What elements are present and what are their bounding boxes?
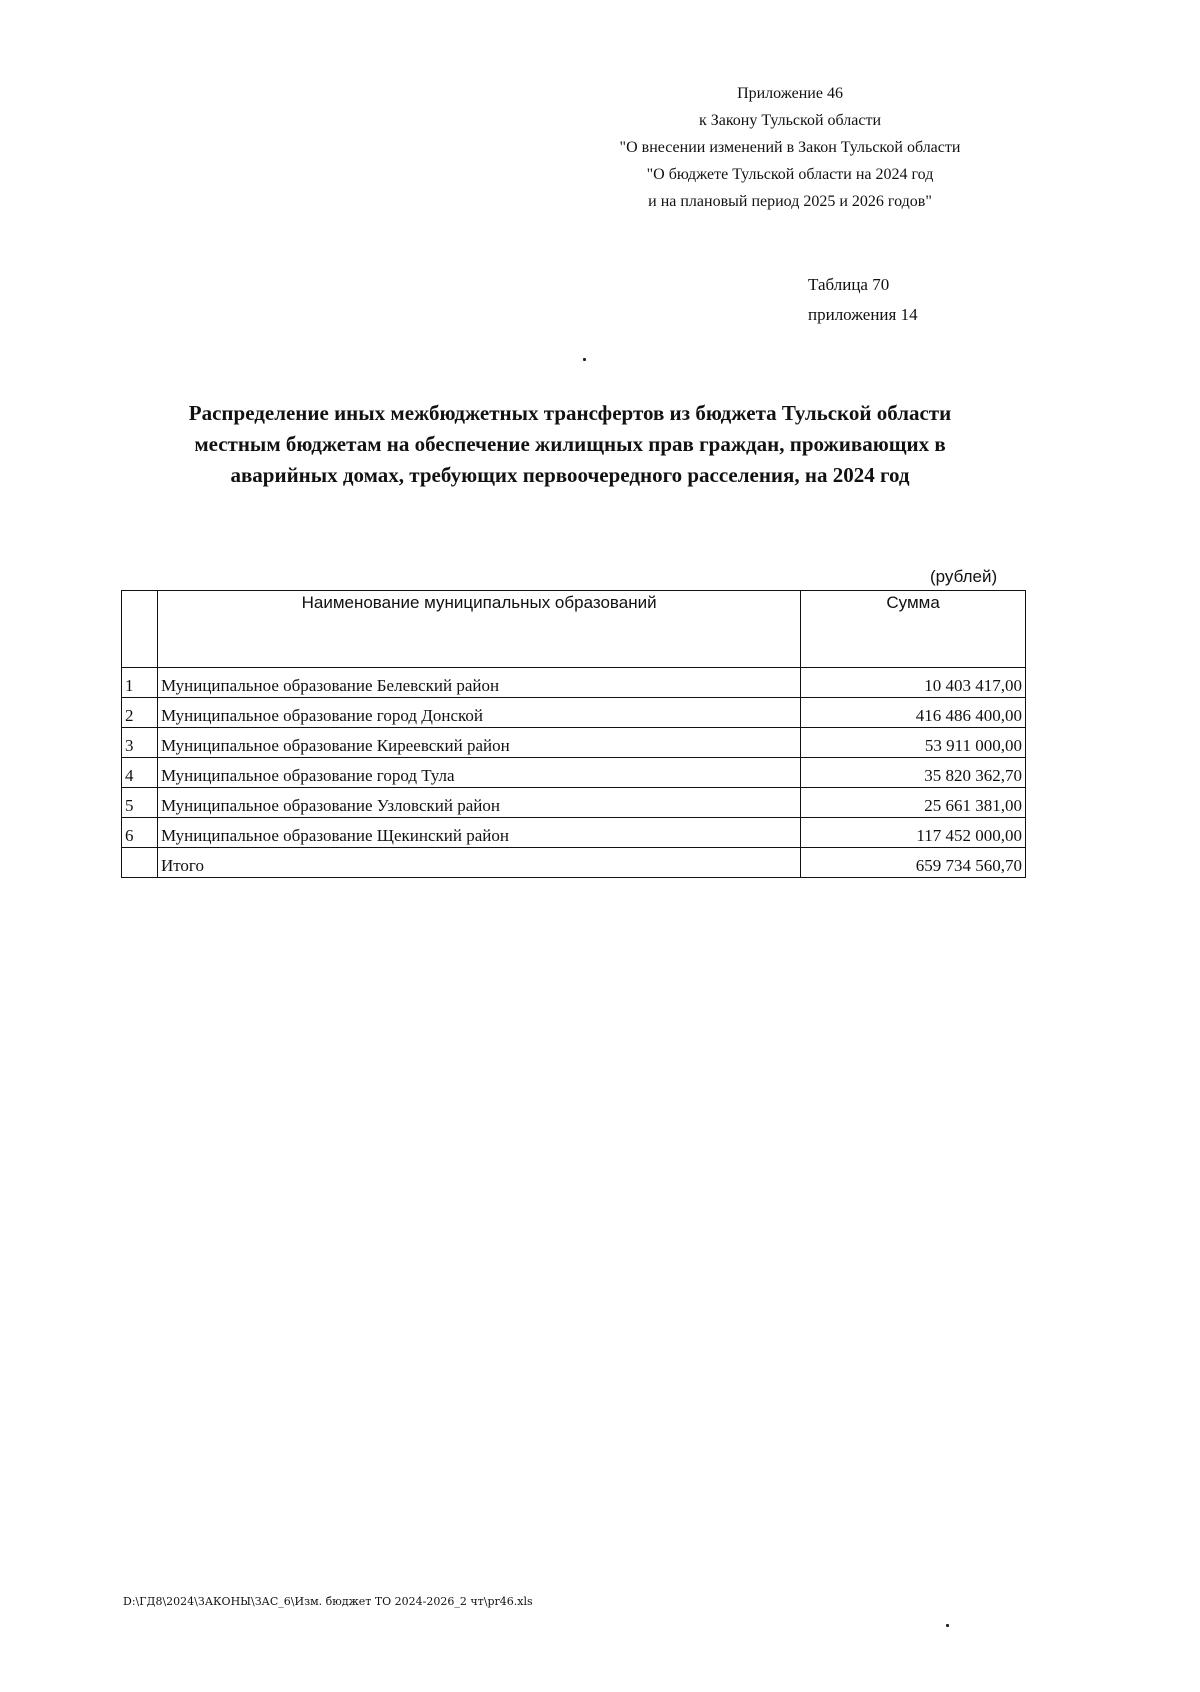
distribution-table	[121, 590, 1026, 878]
row-number: 3	[122, 728, 158, 758]
table-row	[122, 728, 1026, 758]
row-name: Муниципальное образование Узловский район	[157, 788, 800, 818]
appendix-line: Приложение 46	[737, 85, 843, 102]
row-name: Муниципальное образование город Донской	[157, 698, 800, 728]
appendix-reference	[560, 80, 1020, 215]
document-title	[110, 398, 1030, 491]
header-sum: Сумма	[801, 591, 1026, 668]
header-number	[122, 591, 158, 668]
total-label: Итого	[157, 848, 800, 878]
table-reference	[808, 270, 918, 330]
table-row	[122, 698, 1026, 728]
table-total-row	[122, 848, 1026, 878]
table-appendix-number: приложения 14	[808, 305, 918, 324]
row-sum: 35 820 362,70	[801, 758, 1026, 788]
appendix-line: и на плановый период 2025 и 2026 годов"	[648, 193, 932, 210]
appendix-line: "О бюджете Тульской области на 2024 год	[646, 166, 934, 183]
title-line: местным бюджетам на обеспечение жилищных прав граждан, проживающих в	[194, 432, 946, 456]
total-sum: 659 734 560,70	[801, 848, 1026, 878]
row-sum: 10 403 417,00	[801, 668, 1026, 698]
units-label: (рублей)	[930, 567, 998, 586]
appendix-line: к Закону Тульской области	[698, 112, 882, 129]
table-header-row	[122, 591, 1026, 668]
row-name: Муниципальное образование Киреевский район	[157, 728, 800, 758]
row-name: Муниципальное образование Щекинский район	[157, 818, 800, 848]
row-name: Муниципальное образование город Тула	[157, 758, 800, 788]
table-row	[122, 668, 1026, 698]
total-number	[122, 848, 158, 878]
table-row	[122, 758, 1026, 788]
file-path-footer: D:\ГД8\2024\ЗАКОНЫ\ЗАС_6\Изм. бюджет ТО 2024-2026_2 чт\pr46.xls	[123, 1595, 533, 1608]
scan-speck	[583, 358, 586, 361]
row-sum: 25 661 381,00	[801, 788, 1026, 818]
row-number: 6	[122, 818, 158, 848]
row-number: 4	[122, 758, 158, 788]
table-row	[122, 818, 1026, 848]
scan-speck	[946, 1624, 949, 1627]
table-number: Таблица 70	[808, 275, 890, 294]
row-name: Муниципальное образование Белевский район	[157, 668, 800, 698]
row-number: 2	[122, 698, 158, 728]
title-line: аварийных домах, требующих первоочередного расселения, на 2024 год	[230, 463, 910, 487]
row-sum: 416 486 400,00	[801, 698, 1026, 728]
row-number: 5	[122, 788, 158, 818]
appendix-line: "О внесении изменений в Закон Тульской области	[619, 139, 961, 156]
row-number: 1	[122, 668, 158, 698]
row-sum: 117 452 000,00	[801, 818, 1026, 848]
title-line: Распределение иных межбюджетных трансфертов из бюджета Тульской области	[188, 401, 952, 425]
row-sum: 53 911 000,00	[801, 728, 1026, 758]
header-name: Наименование муниципальных образований	[157, 591, 800, 668]
table-row	[122, 788, 1026, 818]
